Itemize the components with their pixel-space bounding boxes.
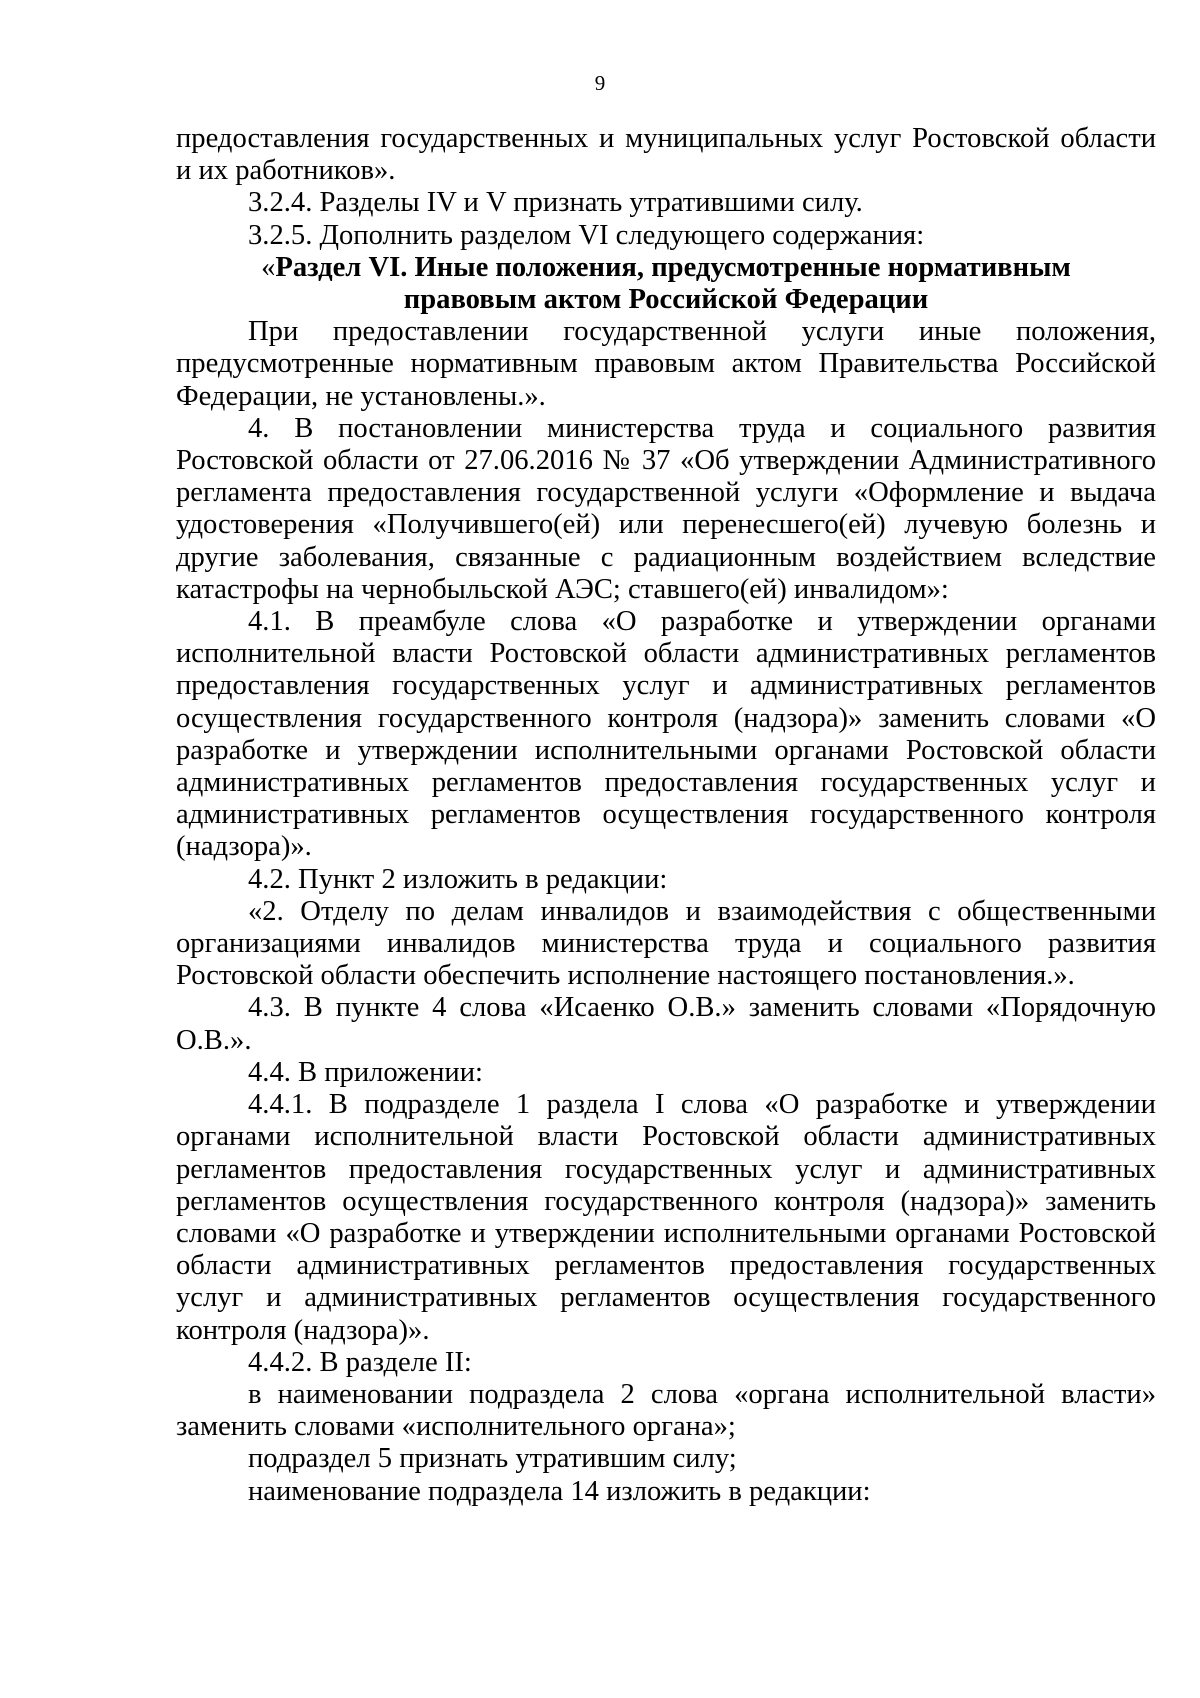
paragraph-4-4-1: 4.4.1. В подразделе 1 раздела I слова «О разработке и утверждении органами исполнительной власти Ростовской области административных регламентов предоставления государственных услуг и административных регламентов осуществления государственного контроля (надзора)» заменить словами «О разработке и утверждении исполнительными органами Ростовской области административных регламентов предоставления государственных услуг и административных регламентов осуществления государственного контроля (надзора)». <box>176 1089 1156 1346</box>
paragraph-4-1: 4.1. В преамбуле слова «О разработке и утверждении органами исполнительной власти Ростовской области административных регламентов предоставления государственных услуг и административных регламентов осуществления государственного контроля (надзора)» заменить словами «О разработке и утверждении исполнительными органами Ростовской области административных регламентов предоставления государственных услуг и административных регламентов осуществления государственного контроля (надзора)». <box>176 606 1156 863</box>
paragraph-4-4: 4.4. В приложении: <box>248 1056 483 1088</box>
paragraph-4-2: 4.2. Пункт 2 изложить в редакции: <box>248 863 668 895</box>
page-number: 9 <box>594 71 606 95</box>
paragraph-3-2-5: 3.2.5. Дополнить разделом VI следующего содержания: <box>248 219 925 251</box>
heading-line-1: Раздел VI. Иные положения, предусмотренные нормативным <box>275 251 1071 283</box>
paragraph-4-4-2: 4.4.2. В разделе II: <box>248 1346 472 1378</box>
section-heading <box>176 252 1156 316</box>
paragraph-4: 4. В постановлении министерства труда и социального развития Ростовской области от 27.06.2016 № 37 «Об утверждении Административного регламента предоставления государственной услуги «Оформление и выдача удостоверения «Получившего(ей) или перенесшего(ей) лучевую болезнь и другие заболевания, связанные с радиационным воздействием вследствие катастрофы на чернобыльской АЭС; ставшего(ей) инвалидом»: <box>176 412 1156 605</box>
document-body <box>176 123 1156 1508</box>
paragraph-subsection-2-name: в наименовании подраздела 2 слова «органа исполнительной власти» заменить словами «исполнительного органа»; <box>176 1378 1156 1443</box>
paragraph-4-3: 4.3. В пункте 4 слова «Исаенко О.В.» заменить словами «Порядочную О.В.». <box>176 992 1156 1056</box>
paragraph-section-vi-body: При предоставлении государственной услуги иные положения, предусмотренные нормативным правовым актом Правительства Российской Федерации, не установлены.». <box>176 316 1156 412</box>
paragraph-3-2-4: 3.2.4. Разделы IV и V признать утратившими силу. <box>248 187 863 219</box>
paragraph-subsection-14-name: наименование подраздела 14 изложить в редакции: <box>248 1475 871 1507</box>
paragraph-subsection-5: подраздел 5 признать утратившим силу; <box>248 1443 737 1475</box>
paragraph-4-2-quote: «2. Отделу по делам инвалидов и взаимодействия с общественными организациями инвалидов министерства труда и социального развития Ростовской области обеспечить исполнение настоящего постановления.». <box>176 895 1156 992</box>
heading-open-quote: « <box>261 251 276 283</box>
heading-line-2: правовым актом Российской Федерации <box>403 284 929 316</box>
paragraph-continuation: предоставления государственных и муниципальных услуг Ростовской области и их работников». <box>176 123 1156 187</box>
